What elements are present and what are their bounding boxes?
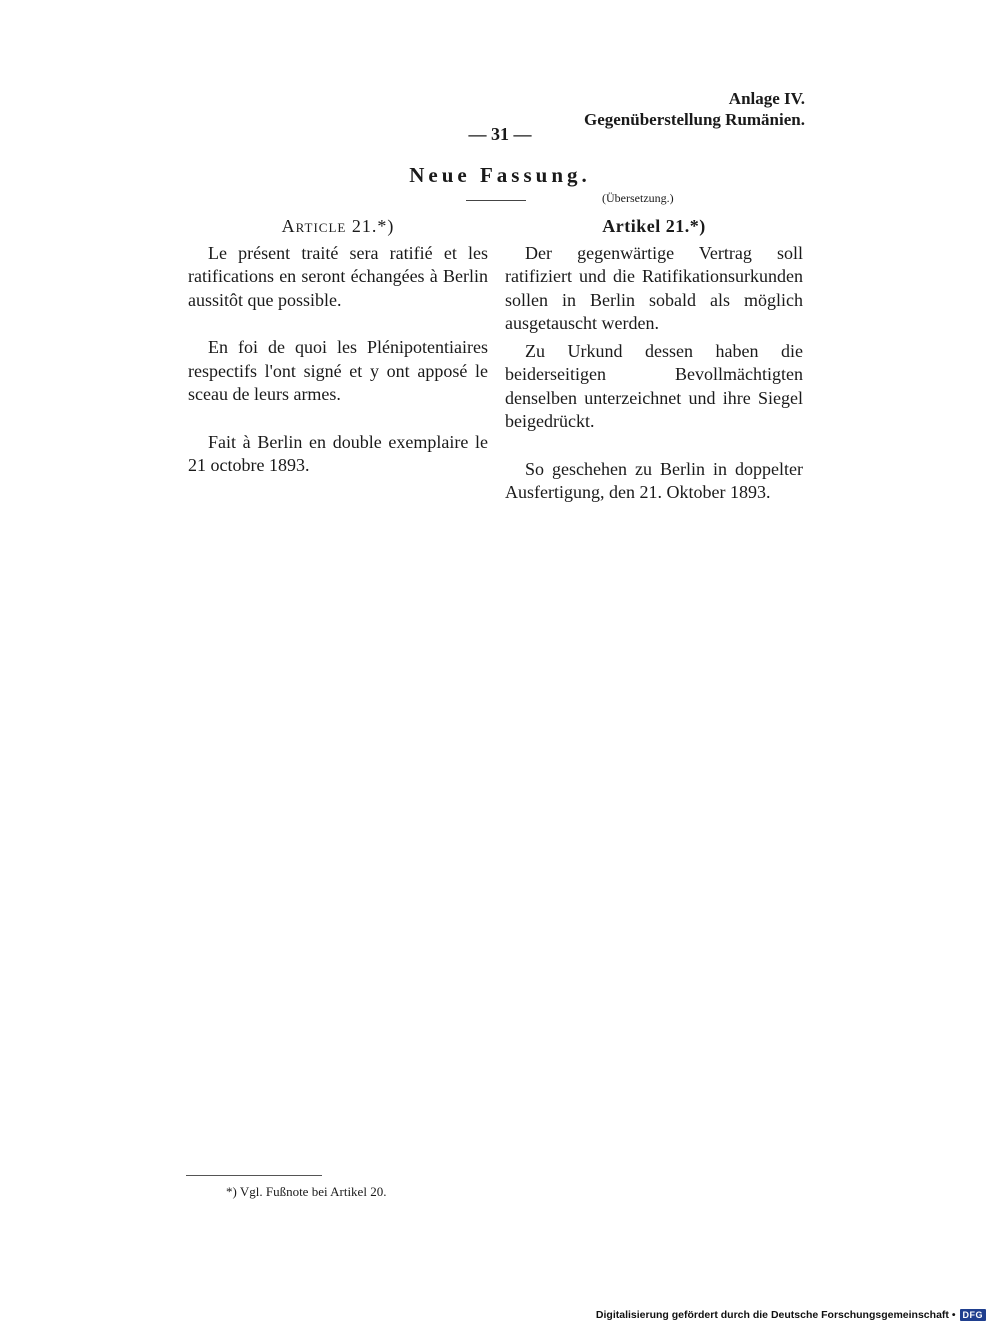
annex-heading xyxy=(584,88,805,130)
annex-subtitle: Gegenüberstellung Rumänien. xyxy=(583,110,805,129)
german-column xyxy=(505,215,803,505)
french-paragraph-date: Fait à Berlin en double exemplaire le 21 octobre 1893. xyxy=(188,431,488,475)
footnote-divider xyxy=(186,1175,322,1176)
french-column xyxy=(188,215,488,478)
footnote: *) Vgl. Fußnote bei Artikel 20. xyxy=(226,1184,387,1199)
french-paragraph-signature: En foi de quoi les Plénipotentiaires respectifs l'ont signé et y ont apposé le sceau de leurs armes. xyxy=(188,337,488,404)
french-paragraph-ratification: Le présent traité sera ratifié et les ratifications en seront échangées à Berlin aussitôt que possible. xyxy=(188,242,488,310)
german-paragraph-date: So geschehen zu Berlin in doppelter Ausfertigung, den 21. Oktober 1893. xyxy=(505,458,803,502)
page-number: — 31 — xyxy=(468,124,532,144)
annex-label: Anlage IV. xyxy=(728,89,805,108)
german-paragraph-signature: Zu Urkund dessen haben die beiderseitigen Bevollmächtigten denselben unterzeichnet und ihre Siegel beigedrückt. xyxy=(505,340,803,431)
digitization-credit xyxy=(596,1309,986,1321)
translation-note: (Übersetzung.) xyxy=(602,191,674,205)
german-article-title: Artikel 21.*) xyxy=(602,216,706,236)
section-title: Neue Fassung. xyxy=(409,163,591,187)
digitization-credit-text: Digitalisierung gefördert durch die Deutsche Forschungsgemeinschaft • xyxy=(595,1309,956,1321)
dfg-logo-icon: DFG xyxy=(960,1309,987,1321)
french-article-title: Article 21.*) xyxy=(281,216,395,236)
section-divider xyxy=(466,200,526,201)
german-paragraph-ratification: Der gegenwärtige Vertrag soll ratifiziert und die Ratifikationsurkunden sollen in Berlin sobald als möglich ausgetauscht werden. xyxy=(505,242,803,333)
